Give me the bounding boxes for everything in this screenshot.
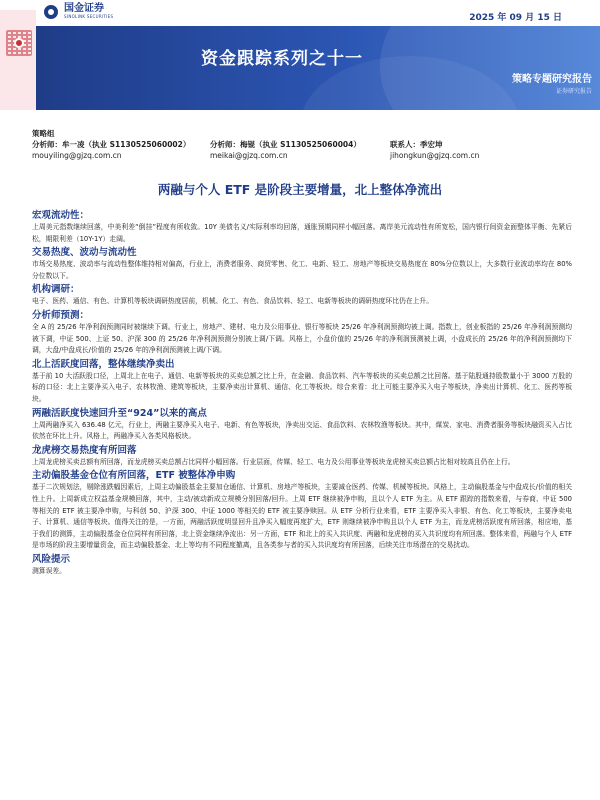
analyst-block bbox=[32, 128, 572, 161]
report-main-title: 两融与个人 ETF 是阶段主要增量，北上整体净流出 bbox=[157, 182, 443, 197]
section-paragraph: 全 A 的 25/26 年净利润预测同时被继续下调。行业上，房地产、建材、电力及公用事业、银行等板块 25/26 年净利润预测均被上调。指数上，创业板指的 25/26 年净利润预测均被下调，中证 500、上证 50、沪深 300 的 25/26 年净利润预测分别被上调/下调。风格上，小盘价值的 25/26 年的净利润预测被上调，小盘成长的 25/26 年的净利润预测均下调，大盘/中盘成长/价值的 25/26 年的净利润预测被上调/下调。 bbox=[32, 322, 572, 355]
section-margin-trading bbox=[32, 407, 572, 443]
section-title: 分析师预测： bbox=[32, 309, 90, 321]
section-dragon-tiger-list bbox=[32, 444, 572, 469]
section-risk bbox=[32, 553, 572, 578]
brand-name-en: SINOLINK SECURITIES bbox=[64, 14, 114, 19]
section-title: 两融活跃度快速回升至“924”以来的高点 bbox=[32, 407, 207, 419]
report-date: 2025 年 09 月 15 日 bbox=[469, 13, 562, 23]
section-paragraph: 电子、医药、通信、有色、计算机等板块调研热度居前，机械、化工、有色、食品饮料、轻工、电新等板块的调研热度环比仍在上升。 bbox=[32, 297, 434, 306]
contact-name: 联系人：季宏坤 bbox=[390, 140, 443, 149]
qr-code-strip[interactable] bbox=[0, 10, 36, 110]
title-banner bbox=[36, 26, 600, 110]
analyst-email[interactable]: mouyiling@gjzq.com.cn bbox=[32, 151, 122, 160]
section-northbound bbox=[32, 358, 572, 406]
analyst-name: 分析师：梅锟（执业 S1130525060004） bbox=[210, 140, 361, 149]
analyst-1 bbox=[32, 139, 190, 161]
section-title: 交易热度、波动与流动性 bbox=[32, 247, 137, 259]
section-analyst-forecast bbox=[32, 309, 572, 357]
section-paragraph: 上周龙虎榜买卖总额有所回落，而龙虎榜买卖总额占比同样小幅回落。行业层面，传媒、轻工、电力及公用事业等板块龙虎榜买卖总额占比相对较高且仍在上行。 bbox=[32, 457, 515, 466]
report-subtitle: 证券研究报告 bbox=[555, 88, 592, 95]
section-paragraph: 基于二次规划法，剔除涨跌幅因素后，上周主动偏股基金主要加仓通信、计算机、房地产等板块，主要减仓医药、传媒、机械等板块。风格上，主动偏股基金与中盘成长/价值的相关性上升。上周新成立权益基金规模回落，其中，主动/被动新成立规模分别回落/回升。上周 ETF 继续被净申购，且以个人 ETF 为主。从 ETF 跟踪的指数来看，与券商、中证 500 等相关的 ETF 被主要净申购，与科创 50、沪深 300、中证 1000 等相关的 ETF 被主要净赎回。从 ETF 分析行业来看，ETF 主要净买入非银、有色、化工等板块，主要净卖电子、计算机、通信等板块。值得关注的是，一方面，两融活跃度明显回升且净买入幅度再度扩大，ETF 则继续被净申购且以个人 ETF 为主，而龙虎榜活跃度有所回落，相应地，基于我们的测算，主动偏股基金仓位同样有所回落，北上资金继续净流出：另一方面，ETF 和北上的买入共识度、两融和龙虎榜的买入共识度均有所回落。整体来看，两融与个人 ETF 是市场的阶段主要增量资金，而主动偏股基金、北上等均有不同程度撤离，且各类参与者的买入共识度均有所回落，后续关注市场潜在的交易扰动。 bbox=[32, 483, 572, 550]
section-paragraph: 测算误差。 bbox=[32, 566, 66, 575]
team-label: 策略组 bbox=[32, 129, 55, 138]
series-title: 资金跟踪系列之十一 bbox=[201, 49, 363, 69]
section-fund-position bbox=[32, 469, 572, 552]
section-title: 龙虎榜交易热度有所回落 bbox=[32, 444, 137, 456]
analyst-name: 分析师：牟一凌（执业 S1130525060002） bbox=[32, 140, 191, 149]
section-trading-heat bbox=[32, 246, 572, 282]
section-paragraph: 上周两融净买入 636.48 亿元，行业上，两融主要净买入电子、电新、有色等板块，净卖出交运、食品饮料、农林牧渔等板块。其中，煤炭、家电、消费者服务等板块融资买入占比依然在环比上升。风格上，两融净买入各类风格板块。 bbox=[32, 420, 572, 441]
section-title: 风险提示 bbox=[32, 553, 71, 565]
report-body bbox=[32, 208, 572, 577]
section-paragraph: 市场交易热度、波动率与流动性整体维持相对偏高，行业上，消费者服务、商贸零售、化工、电新、轻工、房地产等板块交易热度在 80%分位数以上，大多数行业波动率均在 80%分位数以下。 bbox=[32, 260, 572, 280]
analyst-email[interactable]: meikai@gjzq.com.cn bbox=[210, 151, 288, 160]
qr-center-icon bbox=[14, 38, 24, 48]
section-paragraph: 基于前 10 大活跃股口径，上周北上在电子、通信、电新等板块的买卖总额之比上升，在金融、食品饮料、汽车等板块的买卖总额之比回落。基于陆股通持股数量小于 3000 万股的标的口径：北上主要净买入电子、农林牧渔、建筑等板块，主要净卖出计算机、通信、化工等板块。综合来看：北上可能主要净买入电子等板块，净卖出计算机、化工、医药等板块。 bbox=[32, 371, 572, 403]
report-type: 策略专题研究报告 bbox=[512, 74, 592, 85]
section-title: 宏观流动性： bbox=[32, 210, 90, 221]
section-title: 主动偏股基金仓位有所回落，ETF 被整体净申购 bbox=[32, 470, 236, 482]
section-title: 机构调研： bbox=[32, 284, 80, 296]
report-header bbox=[0, 0, 600, 120]
section-institution-research bbox=[32, 283, 572, 308]
analyst-3 bbox=[390, 139, 479, 161]
contact-email[interactable]: jihongkun@gjzq.com.cn bbox=[390, 151, 480, 160]
analyst-2 bbox=[210, 139, 361, 161]
section-title: 北上活跃度回落，整体继续净卖出 bbox=[32, 358, 175, 370]
brand-logo-icon bbox=[44, 5, 58, 19]
section-macro-liquidity bbox=[32, 209, 572, 245]
section-paragraph: 上周美元指数继续回落，中美利差“倒挂”程度有所收敛。10Y 美债名义/实际利率均回落，通胀预期同样小幅回落。离岸美元流动性有所宽松，国内银行间资金面整体平衡、先紧后松，期限利差（10Y-1Y）走阔。 bbox=[32, 223, 572, 243]
brand-logo bbox=[44, 4, 113, 19]
brand-name-cn: 国金证券 bbox=[64, 3, 104, 14]
